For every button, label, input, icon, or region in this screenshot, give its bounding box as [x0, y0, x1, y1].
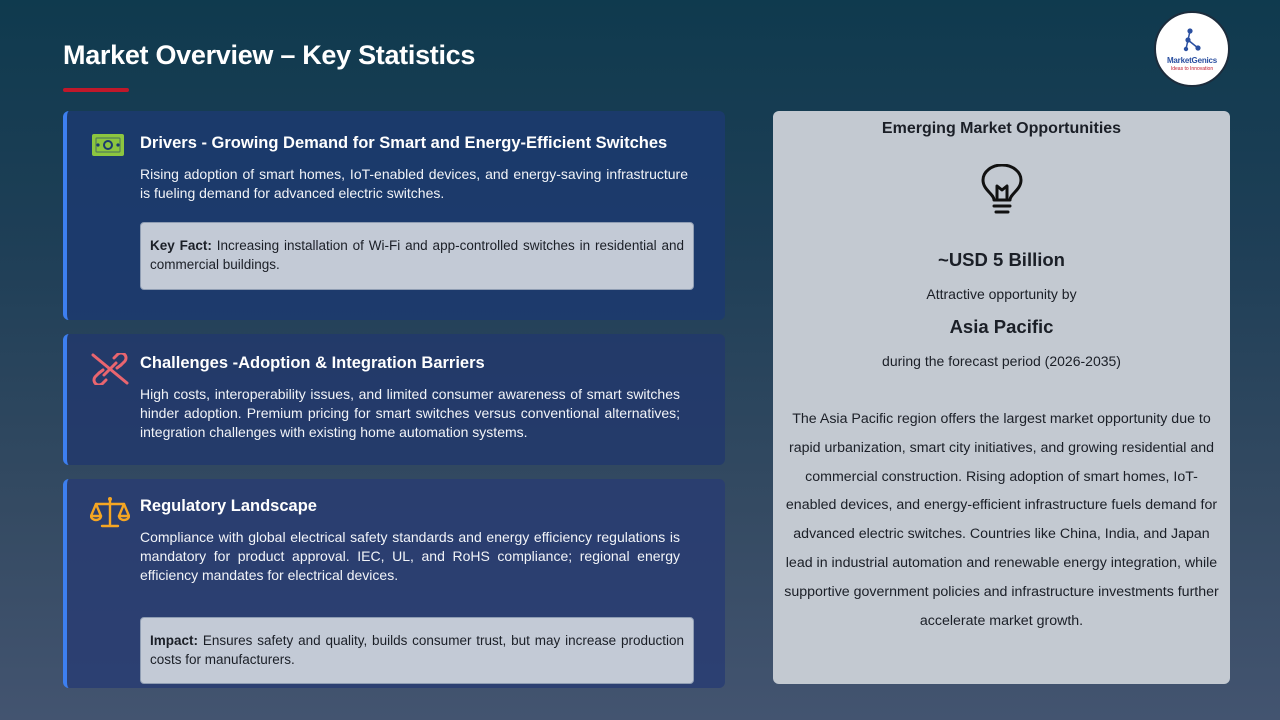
key-fact-box [140, 222, 694, 290]
money-icon [90, 131, 126, 159]
network-nodes-icon [1182, 27, 1204, 53]
impact-label: Impact: [150, 633, 199, 648]
challenges-card [63, 334, 725, 465]
key-fact-text: Increasing installation of Wi-Fi and app-controlled switches in residential and commercial buildings. [150, 238, 684, 272]
broken-link-icon [90, 353, 130, 385]
company-logo [1154, 11, 1230, 87]
drivers-body: Rising adoption of smart homes, IoT-enabled devices, and energy-saving infrastructure is fueling demand for advanced electric switches. [140, 166, 688, 201]
opportunity-value: ~USD 5 Billion [938, 249, 1065, 270]
page-title: Market Overview – Key Statistics [63, 40, 476, 70]
opportunity-region: Asia Pacific [949, 316, 1054, 337]
opportunity-caption: Attractive opportunity by [926, 286, 1077, 302]
opportunity-panel [773, 111, 1230, 684]
scales-icon [90, 496, 130, 530]
impact-text: Ensures safety and quality, builds consumer trust, but may increase production costs for manufacturers. [150, 633, 684, 667]
logo-tagline: Ideas to Innovation [1170, 66, 1214, 72]
key-fact-label: Key Fact: [150, 238, 212, 253]
opportunity-description: The Asia Pacific region offers the largest market opportunity due to rapid urbanization, smart city initiatives, and growing residential and commercial construction. Rising adoption of smart homes, IoT-enabled devices, and energy-efficient infrastructure fuels demand for advanced electric switches. Countries like China, India, and Japan lead in industrial automation and renewable energy integration, while supportive government policies and infrastructure investments further accelerate market growth. [784, 411, 1219, 629]
logo-name: MarketGenics [1166, 56, 1218, 65]
drivers-title: Drivers - Growing Demand for Smart and Energy-Efficient Switches [140, 134, 668, 152]
regulatory-body: Compliance with global electrical safety standards and energy efficiency regulations is mandatory for product approval. IEC, UL, and RoHS compliance; regional energy efficiency mandates for electrical devices. [140, 529, 680, 583]
lightbulb-icon [979, 164, 1025, 216]
opportunity-heading: Emerging Market Opportunities [881, 120, 1122, 137]
drivers-card [63, 111, 725, 320]
challenges-body: High costs, interoperability issues, and limited consumer awareness of smart switches hinder adoption. Premium pricing for smart switches versus conventional alternatives; integration challenges with existing home automation systems. [140, 386, 680, 440]
title-underline [63, 88, 129, 92]
challenges-title: Challenges -Adoption & Integration Barriers [140, 354, 485, 372]
impact-box [140, 617, 694, 684]
forecast-period: during the forecast period (2026-2035) [882, 353, 1121, 369]
regulatory-card [63, 479, 725, 688]
regulatory-title: Regulatory Landscape [140, 497, 317, 515]
